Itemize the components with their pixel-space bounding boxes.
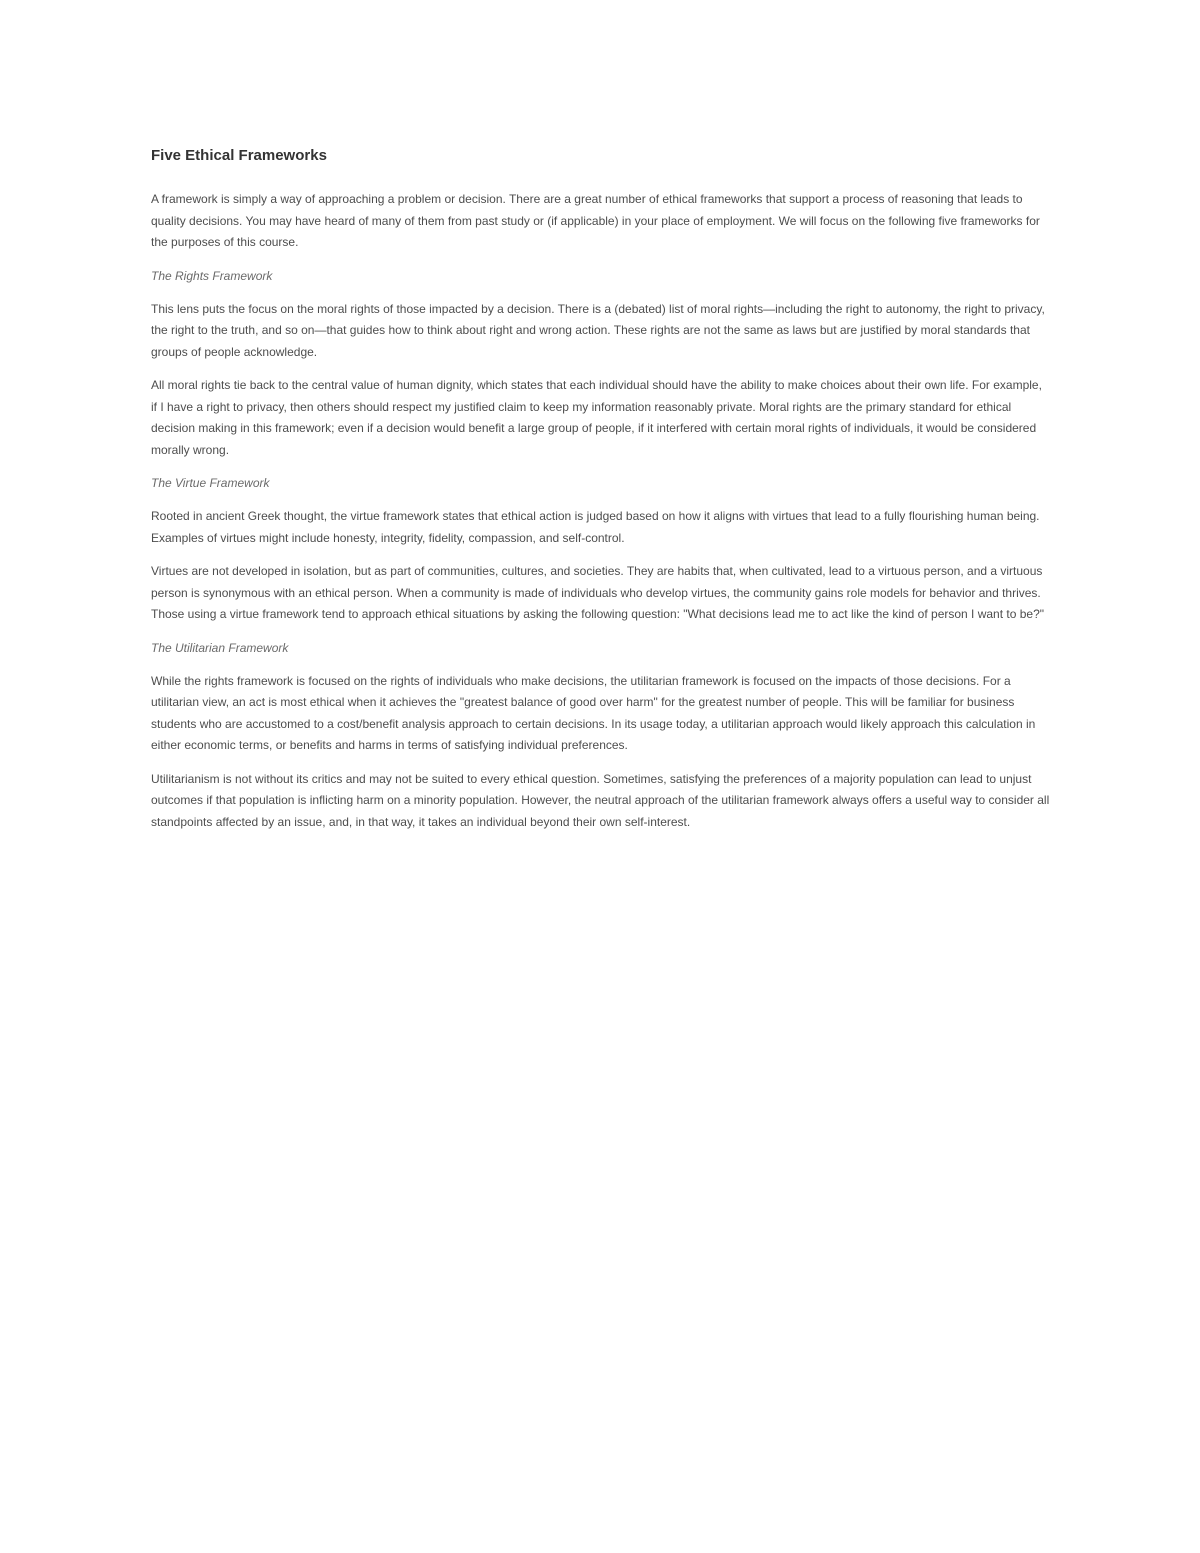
utilitarian-paragraph-1: While the rights framework is focused on the rights of individuals who make decisions, the utilitarian framework is focused on the impacts of those decisions. For a utilitarian view, an act is most ethical when it achieves the "greatest balance of good over harm" for the greatest number of people. This will be familiar for business students who are accustomed to a cost/benefit analysis approach to certain decisions. In its usage today, a utilitarian approach would likely approach this calculation in either economic terms, or benefits and harms in terms of satisfying individual preferences. [151,673,1036,752]
virtue-paragraph-2: Virtues are not developed in isolation, but as part of communities, cultures, and societies. They are habits that, when cultivated, lead to a virtuous person, and a virtuous person is synonymous with an ethical person. When a community is made of individuals who develop virtues, the community gains role models for behavior and thrives. Those using a virtue framework tend to approach ethical situations by asking the following question: "What decisions lead me to act like the kind of person I want to be?" [151,564,1045,621]
section-heading-utilitarian: The Utilitarian Framework [151,640,289,655]
section-virtue [151,473,1051,626]
utilitarian-paragraph-2: Utilitarianism is not without its critics and may not be suited to every ethical question. Sometimes, satisfying the preferences of a majority population can lead to unjust outcomes if that population is inflicting harm on a minority population. However, the neutral approach of the utilitarian framework always offers a useful way to consider all standpoints affected by an issue, and, in that way, it takes an individual beyond their own self-interest. [151,771,1050,829]
intro-paragraph: A framework is simply a way of approaching a problem or decision. There are a great number of ethical frameworks that support a process of reasoning that leads to quality decisions. You may have heard of many of them from past study or (if applicable) in your place of employment. We will focus on the following five frameworks for the purposes of this course. [151,192,1040,249]
rights-paragraph-1: This lens puts the focus on the moral rights of those impacted by a decision. There is a (debated) list of moral rights—including the right to autonomy, the right to privacy, the right to the truth, and so on—that guides how to think about right and wrong action. These rights are not the same as laws but are justified by moral standards that groups of people acknowledge. [151,301,1045,359]
virtue-paragraph-1: Rooted in ancient Greek thought, the virtue framework states that ethical action is judged based on how it aligns with virtues that lead to a fully flourishing human being. Examples of virtues might include honesty, integrity, fidelity, compassion, and self-control. [151,509,1040,545]
rights-paragraph-2: All moral rights tie back to the central value of human dignity, which states that each individual should have the ability to make choices about their own life. For example, if I have a right to privacy, then others should respect my justified claim to keep my information reasonably private. Moral rights are the primary standard for ethical decision making in this framework; even if a decision would benefit a large group of people, if it interfered with certain moral rights of individuals, it would be considered morally wrong. [151,378,1042,457]
section-utilitarian [151,638,1051,834]
section-rights [151,266,1051,462]
section-heading-virtue: The Virtue Framework [151,476,270,490]
document-page [151,146,1051,845]
document-title: Five Ethical Frameworks [151,147,327,164]
section-heading-rights: The Rights Framework [151,268,273,283]
